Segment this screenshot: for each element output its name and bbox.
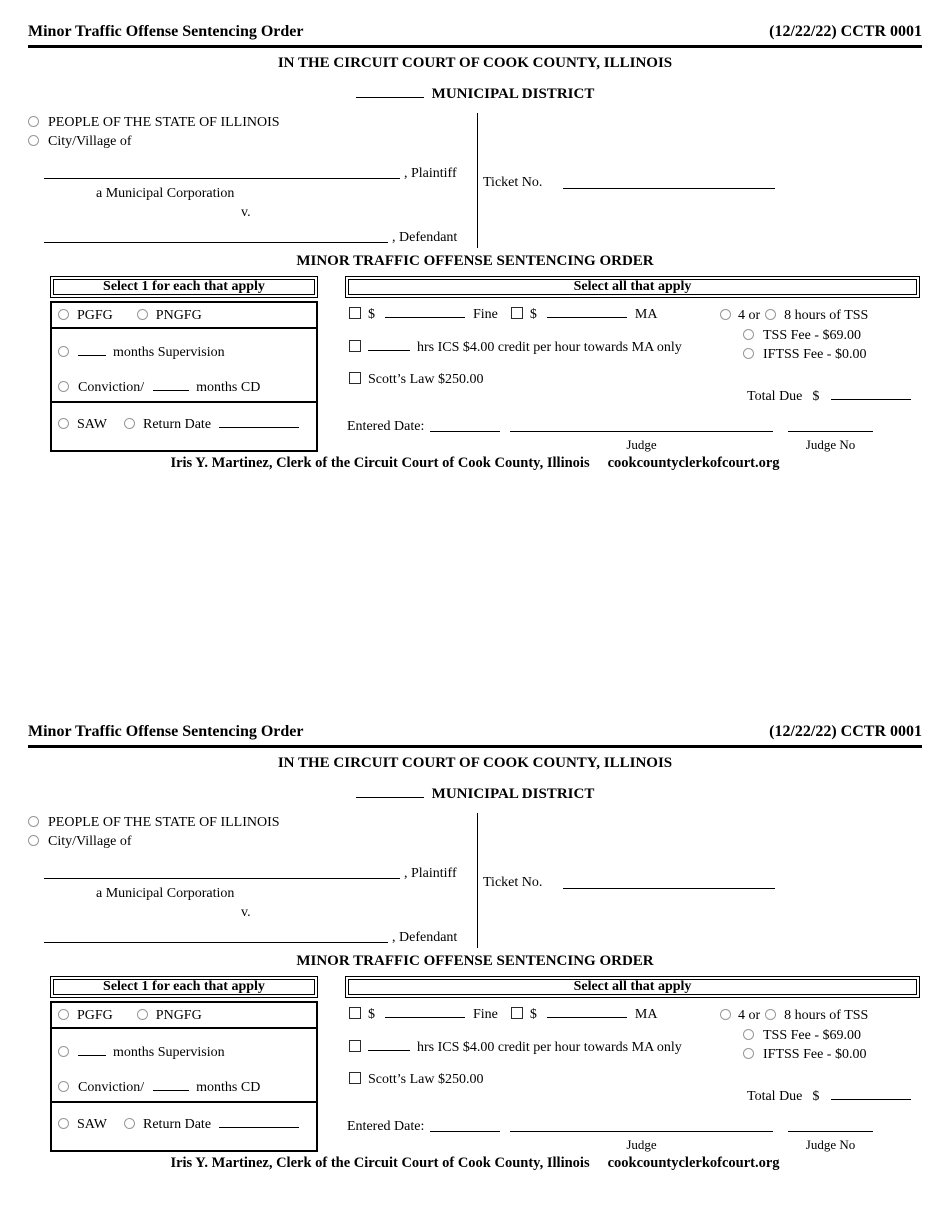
fine-dollar-sign: $ [368,1007,375,1022]
court-title: IN THE CIRCUIT COURT OF COOK COUNTY, ILLINOIS [277,55,673,71]
people-label: PEOPLE OF THE STATE OF ILLINOIS [48,815,280,830]
tss-fee-label: TSS Fee - $69.00 [763,328,861,343]
clerk-footer [0,1155,950,1172]
plaintiff-label: , Plaintiff [404,166,457,181]
defendant-label: , Defendant [392,230,458,245]
entered-date-blank[interactable] [430,418,500,432]
tss-fee-radio[interactable] [743,1029,754,1040]
total-due-dollar-sign: $ [812,1089,820,1104]
ticket-no-label: Ticket No. [483,175,543,190]
city-village-radio[interactable] [28,835,39,846]
select-all-header: Select all that apply [345,976,920,998]
fine-ma-row [349,1006,657,1023]
clerk-footer [0,455,950,472]
conviction-radio[interactable] [58,1081,69,1092]
form-revision-number: (12/22/22) CCTR 0001 [769,23,922,40]
form-title: Minor Traffic Offense Sentencing Order [28,23,304,40]
district-number-blank[interactable] [356,786,424,798]
form-copy-2 [0,700,950,1230]
scotts-law-row [349,371,484,388]
total-due-label: Total Due [747,389,803,404]
ics-label: hrs ICS $4.00 credit per hour towards MA only [417,1040,682,1055]
ics-row [349,1039,682,1056]
city-village-label: City/Village of [48,134,132,149]
section-title: MINOR TRAFFIC OFFENSE SENTENCING ORDER [296,953,654,969]
caption-vertical-divider [477,113,478,248]
clerk-name-text: Iris Y. Martinez, Clerk of the Circuit Court of Cook County, Illinois [170,1155,590,1171]
pgfg-radio[interactable] [58,309,69,320]
judge-no-blank[interactable] [788,1118,873,1132]
district-line [0,786,950,803]
district-number-blank[interactable] [356,86,424,98]
conviction-label: Conviction/ [78,1080,145,1095]
tss-fee-row [743,1027,861,1044]
saw-row [58,1116,299,1133]
return-date-blank[interactable] [219,1116,299,1128]
ma-amount-blank[interactable] [547,1006,627,1018]
pngfg-radio[interactable] [137,1009,148,1020]
supervision-months-blank[interactable] [78,344,106,356]
select-one-header: Select 1 for each that apply [50,276,318,298]
judge-no-label: Judge No [805,1137,856,1152]
header-double-rule [28,745,922,748]
fine-checkbox[interactable] [349,307,361,319]
supervision-radio[interactable] [58,1046,69,1057]
fine-amount-blank[interactable] [385,1006,465,1018]
saw-label: SAW [77,417,107,432]
select-one-box [50,301,318,452]
people-label: PEOPLE OF THE STATE OF ILLINOIS [48,115,280,130]
tss-4-label: 4 or [738,1008,761,1023]
total-due-blank[interactable] [831,388,911,400]
pngfg-radio[interactable] [137,309,148,320]
return-date-label: Return Date [143,1117,212,1132]
total-due-dollar-sign: $ [812,389,820,404]
pgfg-label: PGFG [77,308,113,323]
select-all-header: Select all that apply [345,276,920,298]
judge-label: Judge [626,437,657,452]
supervision-row [58,1044,225,1061]
fine-amount-blank[interactable] [385,306,465,318]
plaintiff-label: , Plaintiff [404,866,457,881]
fine-checkbox[interactable] [349,1007,361,1019]
scotts-law-label: Scott’s Law $250.00 [368,1072,484,1087]
iftss-fee-label: IFTSS Fee - $0.00 [763,1047,867,1062]
people-option-row [28,814,280,831]
judge-no-blank[interactable] [788,418,873,432]
fine-label: Fine [473,1007,498,1022]
defendant-name-blank[interactable] [44,228,388,243]
tss-8-label: 8 hours of TSS [784,308,869,323]
people-radio[interactable] [28,816,39,827]
conviction-label: Conviction/ [78,380,145,395]
section-title: MINOR TRAFFIC OFFENSE SENTENCING ORDER [296,253,654,269]
ics-label: hrs ICS $4.00 credit per hour towards MA only [417,340,682,355]
fine-ma-row [349,306,657,323]
entered-date-blank[interactable] [430,1118,500,1132]
tss-8-label: 8 hours of TSS [784,1008,869,1023]
select-one-divider-2 [52,1101,316,1103]
supervision-radio[interactable] [58,346,69,357]
people-radio[interactable] [28,116,39,127]
tss-fee-label: TSS Fee - $69.00 [763,1028,861,1043]
supervision-label: months Supervision [113,345,225,360]
ticket-no-blank[interactable] [563,874,775,889]
ma-dollar-sign: $ [529,307,537,322]
ma-dollar-sign: $ [529,1007,537,1022]
versus-label: v. [241,205,251,220]
ics-checkbox[interactable] [349,340,361,352]
select-one-divider-1 [52,327,316,329]
people-option-row [28,114,280,131]
iftss-fee-label: IFTSS Fee - $0.00 [763,347,867,362]
city-village-radio[interactable] [28,135,39,146]
defendant-label: , Defendant [392,930,458,945]
iftss-fee-row [743,346,866,363]
judge-no-label: Judge No [805,437,856,452]
entered-date-label: Entered Date: [347,1119,425,1134]
ma-checkbox[interactable] [511,1007,523,1019]
return-date-label: Return Date [143,417,212,432]
versus-label: v. [241,905,251,920]
select-one-box [50,1001,318,1152]
return-date-radio[interactable] [124,1118,135,1129]
conviction-row [58,379,260,396]
form-title: Minor Traffic Offense Sentencing Order [28,723,304,740]
total-due-row [747,388,911,405]
municipal-corporation-label: a Municipal Corporation [96,886,235,901]
select-one-divider-1 [52,1027,316,1029]
form-revision-number: (12/22/22) CCTR 0001 [769,723,922,740]
ics-row [349,339,682,356]
city-village-option-row [28,133,132,150]
tss-fee-radio[interactable] [743,329,754,340]
tss-8-radio[interactable] [765,309,776,320]
scotts-law-checkbox[interactable] [349,372,361,384]
fine-label: Fine [473,307,498,322]
scotts-law-row [349,1071,484,1088]
total-due-label: Total Due [747,1089,803,1104]
tss-8-radio[interactable] [765,1009,776,1020]
total-due-blank[interactable] [831,1088,911,1100]
plaintiff-name-blank[interactable] [44,164,400,179]
iftss-fee-row [743,1046,866,1063]
ma-label: MA [634,1007,658,1022]
plea-row [58,1007,202,1024]
pgfg-label: PGFG [77,1008,113,1023]
clerk-name-text: Iris Y. Martinez, Clerk of the Circuit Court of Cook County, Illinois [170,455,590,471]
entered-date-label: Entered Date: [347,419,425,434]
conviction-months-blank[interactable] [153,379,189,391]
tss-fee-row [743,327,861,344]
judge-label: Judge [626,1137,657,1152]
plea-row [58,307,202,324]
ics-hours-blank[interactable] [368,1039,410,1051]
tss-hours-row [720,1007,868,1024]
city-village-option-row [28,833,132,850]
scotts-law-checkbox[interactable] [349,1072,361,1084]
saw-radio[interactable] [58,418,69,429]
tss-4-radio[interactable] [720,1009,731,1020]
city-village-label: City/Village of [48,834,132,849]
judge-signature-blank[interactable] [510,418,773,432]
pngfg-label: PNGFG [155,1008,202,1023]
district-line [0,86,950,103]
ticket-no-label: Ticket No. [483,875,543,890]
clerk-website: cookcountyclerkofcourt.org [607,1155,780,1171]
conviction-radio[interactable] [58,381,69,392]
select-one-header: Select 1 for each that apply [50,976,318,998]
defendant-name-blank[interactable] [44,928,388,943]
iftss-fee-radio[interactable] [743,1048,754,1059]
tss-hours-row [720,307,868,324]
ma-checkbox[interactable] [511,307,523,319]
tss-4-label: 4 or [738,308,761,323]
months-cd-label: months CD [196,380,261,395]
ma-label: MA [634,307,658,322]
select-one-divider-2 [52,401,316,403]
ics-hours-blank[interactable] [368,339,410,351]
plaintiff-name-blank[interactable] [44,864,400,879]
saw-radio[interactable] [58,1118,69,1129]
saw-row [58,416,299,433]
saw-label: SAW [77,1117,107,1132]
district-label: MUNICIPAL DISTRICT [431,786,595,802]
pgfg-radio[interactable] [58,1009,69,1020]
ticket-no-blank[interactable] [563,174,775,189]
clerk-website: cookcountyclerkofcourt.org [607,455,780,471]
scotts-law-label: Scott’s Law $250.00 [368,372,484,387]
tss-4-radio[interactable] [720,309,731,320]
supervision-label: months Supervision [113,1045,225,1060]
conviction-row [58,1079,260,1096]
municipal-corporation-label: a Municipal Corporation [96,186,235,201]
conviction-months-blank[interactable] [153,1079,189,1091]
header-double-rule [28,45,922,48]
district-label: MUNICIPAL DISTRICT [431,86,595,102]
pngfg-label: PNGFG [155,308,202,323]
return-date-blank[interactable] [219,416,299,428]
iftss-fee-radio[interactable] [743,348,754,359]
ics-checkbox[interactable] [349,1040,361,1052]
months-cd-label: months CD [196,1080,261,1095]
supervision-months-blank[interactable] [78,1044,106,1056]
supervision-row [58,344,225,361]
fine-dollar-sign: $ [368,307,375,322]
caption-vertical-divider [477,813,478,948]
return-date-radio[interactable] [124,418,135,429]
court-title: IN THE CIRCUIT COURT OF COOK COUNTY, ILLINOIS [277,755,673,771]
judge-signature-blank[interactable] [510,1118,773,1132]
ma-amount-blank[interactable] [547,306,627,318]
total-due-row [747,1088,911,1105]
